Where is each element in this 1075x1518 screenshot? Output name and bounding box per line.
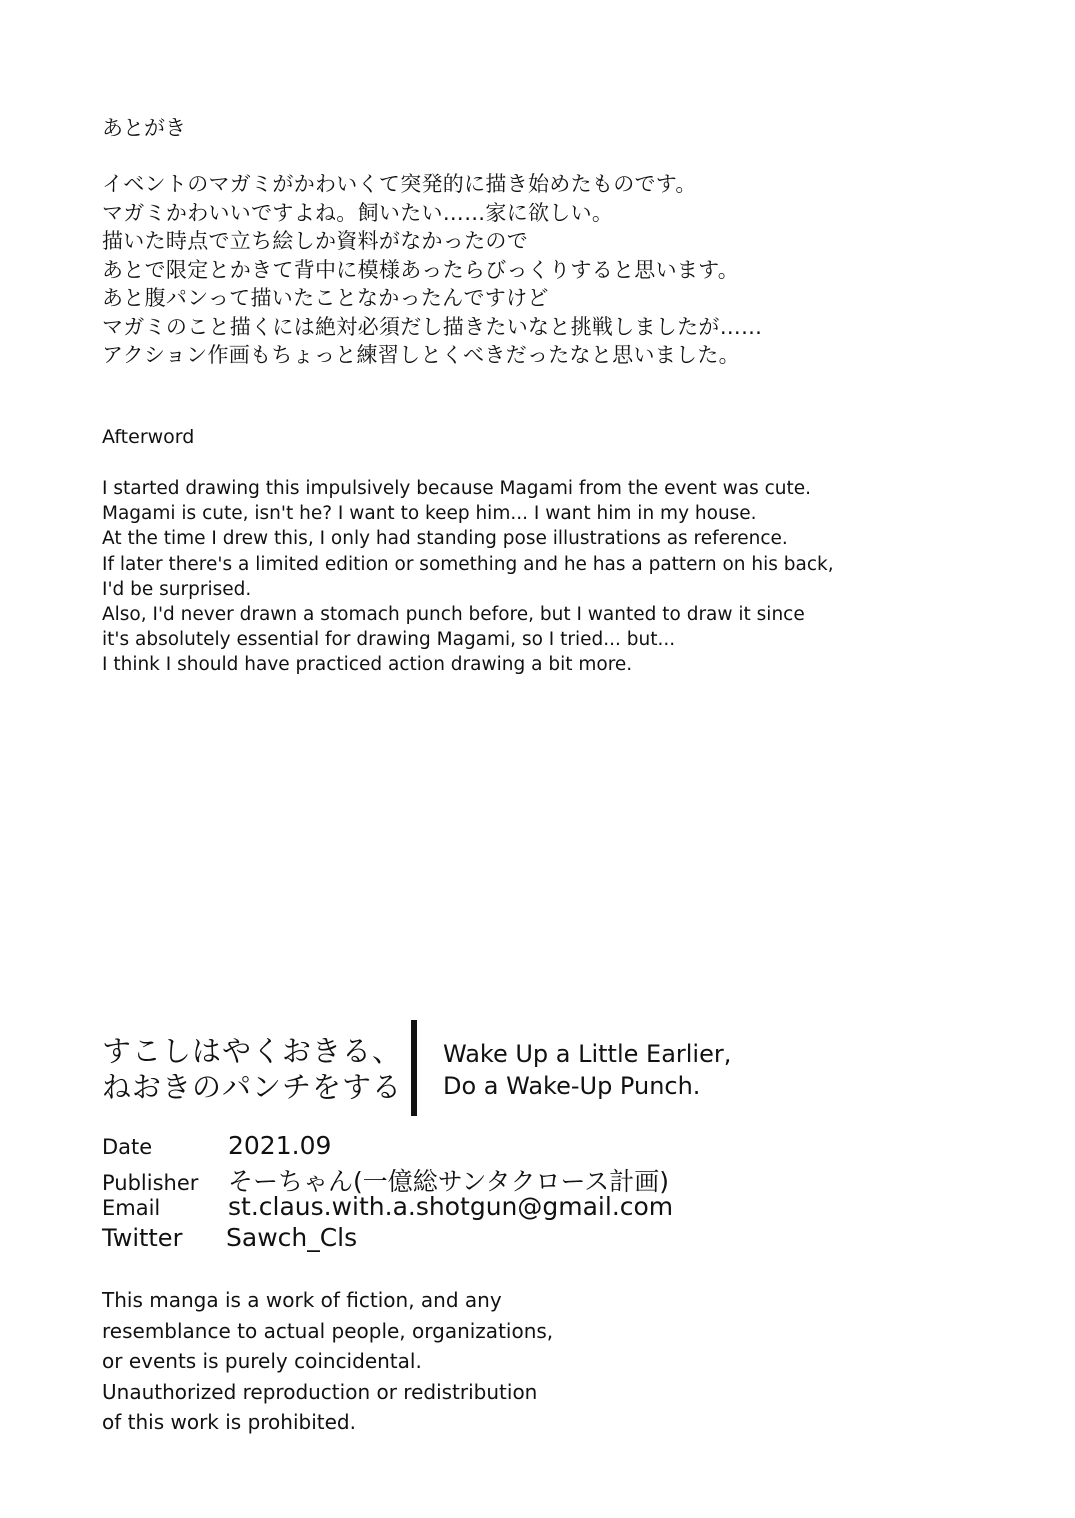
date-value: 2021.09 — [228, 1131, 332, 1160]
afterword-en-line: it's absolutely essential for drawing Magami, so I tried... but... — [102, 629, 676, 651]
afterword-jp-line: アクション作画もちょっと練習しとくべきだったなと思いました。 — [102, 343, 740, 367]
disclaimer-line: or events is purely coincidental. — [102, 1349, 422, 1373]
afterword-en-line: At the time I drew this, I only had standing pose illustrations as reference. — [102, 528, 788, 550]
afterword-en-line: I think I should have practiced action drawing a bit more. — [102, 654, 633, 676]
disclaimer — [102, 1285, 553, 1438]
afterword-jp-line: あと腹パンって描いたことなかったんですけど — [102, 286, 549, 310]
afterword-en-heading: Afterword — [102, 426, 195, 448]
date-label: Date — [102, 1135, 153, 1159]
afterword-jp-heading: あとがき — [102, 116, 186, 140]
colophon — [102, 1131, 673, 1253]
publisher-label: Publisher — [102, 1170, 199, 1195]
colophon-row-twitter — [102, 1223, 673, 1254]
twitter-value: Sawch_Cls — [226, 1222, 358, 1252]
afterword-jp-line: イベントのマガミがかわいくて突発的に描き始めたものです。 — [102, 172, 697, 196]
twitter-label: Twitter — [102, 1223, 183, 1252]
afterword-en-line: If later there's a limited edition or something and he has a pattern on his back, — [102, 553, 834, 575]
afterword-jp-line: マガミのこと描くには絶対必須だし描きたいなと挑戦しましたが…… — [102, 314, 763, 339]
disclaimer-line: resemblance to actual people, organizations, — [102, 1318, 554, 1343]
afterword-en-line: Magami is cute, isn't he? I want to keep him... I want him in my house. — [102, 503, 757, 525]
afterword-jp-line: 描いた時点で立ち絵しか資料がなかったので — [102, 229, 528, 253]
email-value: st.claus.with.a.shotgun@gmail.com — [228, 1192, 674, 1221]
title-jp-line: ねおきのパンチをする — [102, 1070, 403, 1104]
title-jp-line: すこしはやくおきる、 — [102, 1034, 403, 1068]
title-divider — [411, 1020, 417, 1116]
afterword-en-line: Also, I'd never drawn a stomach punch before, but I wanted to draw it since — [102, 604, 805, 626]
afterword-jp-line: あとで限定とかきて背中に模様あったらびっくりすると思います。 — [102, 257, 740, 282]
afterword-en-line: I started drawing this impulsively because Magami from the event was cute. — [102, 478, 812, 499]
disclaimer-line: This manga is a work of fiction, and any — [102, 1288, 502, 1312]
title-jp — [102, 1033, 402, 1105]
colophon-row-email — [102, 1192, 673, 1223]
title-en-line: Wake Up a Little Earlier, — [443, 1040, 732, 1068]
title-en-line: Do a Wake-Up Punch. — [443, 1072, 701, 1100]
colophon-row-date — [102, 1131, 673, 1162]
publisher-value: そーちゃん(一億総サンタクロース計画) — [228, 1166, 670, 1196]
afterword-jp-line: マガミかわいいですよね。飼いたい……家に欲しい。 — [102, 200, 614, 225]
email-label: Email — [102, 1196, 161, 1220]
afterword-jp-body — [102, 170, 762, 370]
disclaimer-line: Unauthorized reproduction or redistribution — [102, 1379, 538, 1404]
title-en — [443, 1038, 731, 1102]
afterword-en-body — [102, 476, 834, 678]
disclaimer-line: of this work is prohibited. — [102, 1410, 356, 1434]
colophon-row-publisher — [102, 1162, 673, 1196]
afterword-en-line: I'd be surprised. — [102, 578, 252, 600]
